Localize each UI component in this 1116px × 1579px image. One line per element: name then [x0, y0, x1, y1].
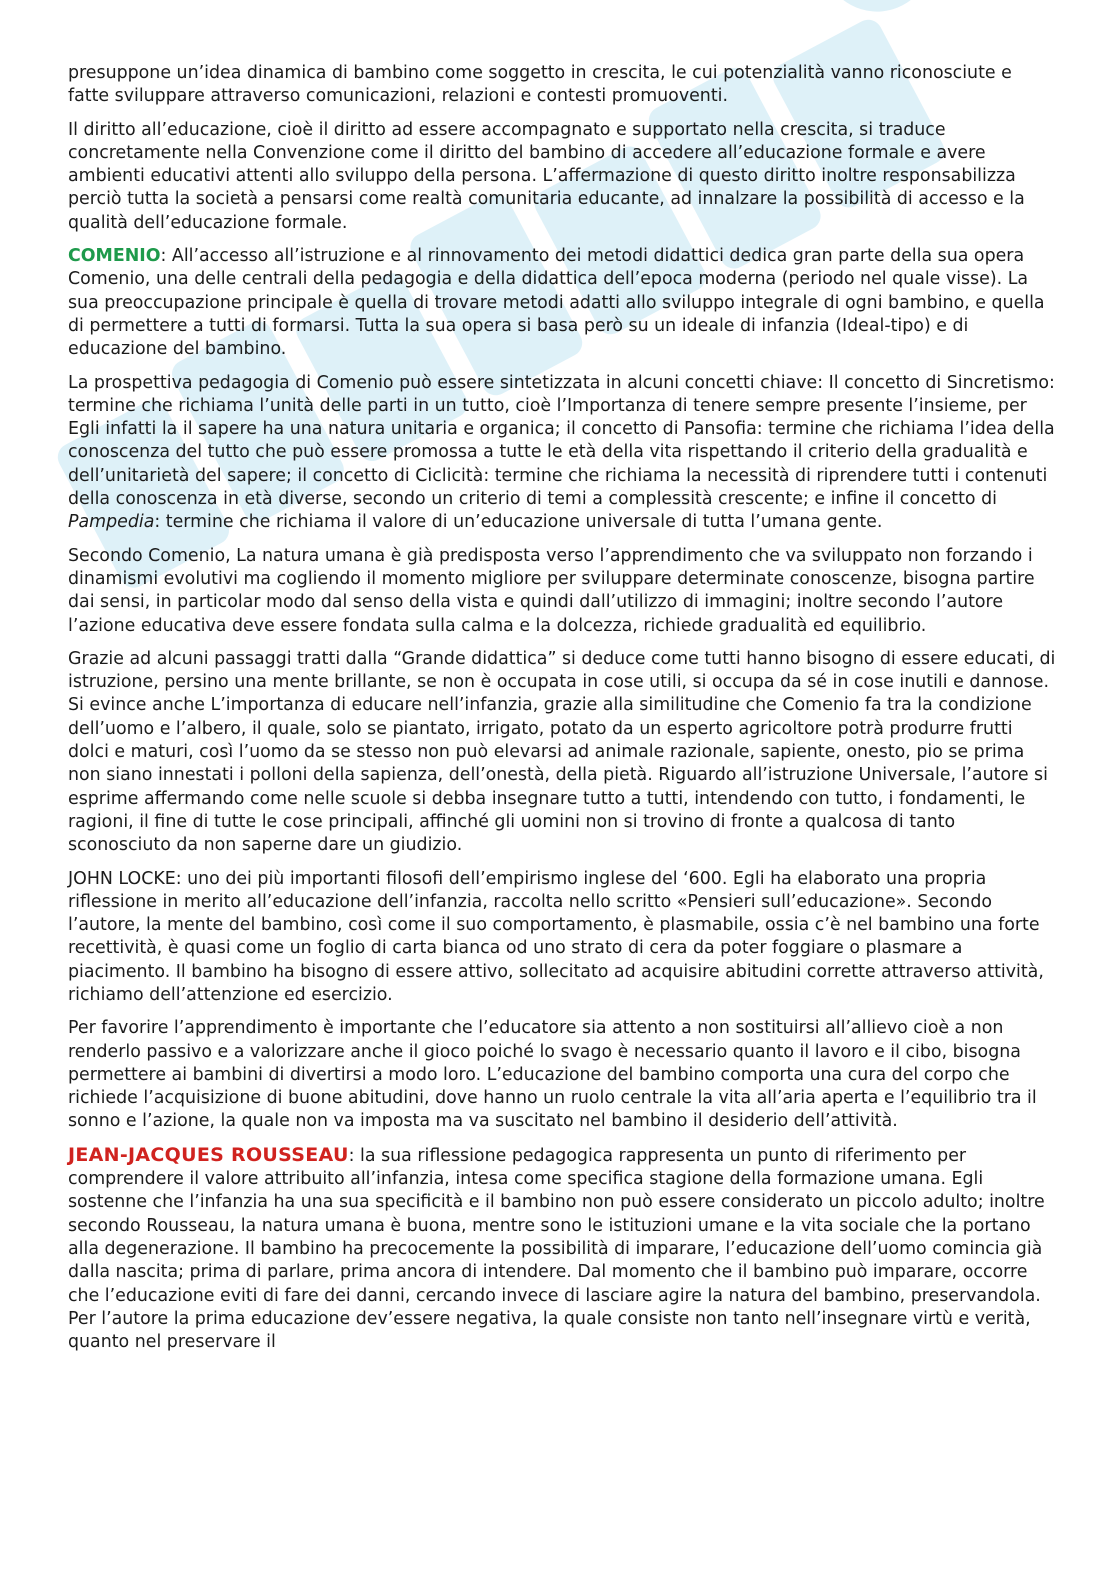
- paragraph-4: [68, 372, 1058, 535]
- paragraph-locke: JOHN LOCKE: uno dei più importanti filosofi dell’empirismo inglese del ‘600. Egli ha elaborato una propria riflessione in merito all’educazione dell’infanzia, raccolta nello scritto «Pensieri sull’educazione». Secondo l’autore, la mente del bambino, così come il suo comportamento, è plasmabile, ossia c’è nel bambino una forte recettività, è quasi come un foglio di carta bianca od uno strato di cera da poter foggiare o plasmare a piacimento. Il bambino ha bisogno di essere attivo, sollecitato ad acquisire abitudini corrette attraverso attività, richiamo dell’attenzione ed esercizio.: [68, 868, 1044, 1005]
- rousseau-text: : la sua riflessione pedagogica rappresenta un punto di riferimento per comprendere il valore attribuito all’infanzia, intesa come specifica stagione della formazione umana. Egli sostenne che l’infanzia ha una sua specificità e il bambino non può essere considerato un piccolo adulto; inoltre secondo Rousseau, la natura umana è buona, mentre sono le istituzioni umane e la vita sociale che la portano alla degenerazione. Il bambino ha precocemente la possibilità di imparare, l’educazione dell’uomo comincia già dalla nascita; prima di parlare, prima ancora di intendere. Dal momento che il bambino può imparare, occorre che l’educazione eviti di fare dei danni, cercando invece di lasciare agire la natura del bambino, preservandola. Per l’autore la prima educazione dev’essere negativa, la quale consiste non tanto nell’insegnare virtù e verità, quanto nel preservare il: [68, 1145, 1045, 1353]
- comenio-text: : All’accesso all’istruzione e al rinnovamento dei metodi didattici dedica gran parte della sua opera Comenio, una delle centrali della pedagogia e della didattica dell’epoca moderna (periodo nel quale visse). La sua preoccupazione principale è quella di trovare metodi adatti allo sviluppo integrale di ogni bambino, e quella di permettere a tutti di formarsi. Tutta la sua opera si basa però su un ideale di infanzia (Ideal-tipo) e di educazione del bambino.: [68, 246, 1045, 360]
- paragraph-6: Grazie ad alcuni passaggi tratti dalla “Grande didattica” si deduce come tutti hanno bisogno di essere educati, di istruzione, persino una mente brillante, se non è occupata in cose utili, si occupa da sé in cose inutili e dannose. Si evince anche L’importanza di educare nell’infanzia, grazie alla similitudine che Comenio fa tra la condizione dell’uomo e l’albero, il quale, solo se piantato, irrigato, potato da un esperto agricoltore potrà produrre frutti dolci e maturi, così l’uomo da se stesso non può elevarsi ad animale razionale, sapiente, onesto, pio se prima non siano innestati i polloni della sapienza, dell’onestà, della pietà. Riguardo all’istruzione Universale, l’autore si esprime affermando come nelle scuole si debba insegnare tutto a tutti, intendendo con tutto, i fondamenti, le ragioni, il fine di tutte le cose principali, affinché gli uomini non si trovino di fronte a qualcosa di tanto sconosciuto da non saperne dare un giudizio.: [68, 648, 1056, 856]
- paragraph-4-part-a: La prospettiva pedagogia di Comenio può essere sintetizzata in alcuni concetti chiave: Il concetto di Sincretismo: termine che richiama l’unità delle parti in un tutto, cioè l’Importanza di tenere sempre presente l’insieme, per Egli infatti la il sapere ha una natura unitaria e organica; il concetto di Pansofia: termine che richiama l’idea della conoscenza del tutto che può essere promossa a tutte le età della vita rispettando il criterio della gradualità e dell’unitarietà del sapere; il concetto di Ciclicità: termine che richiama la necessità di riprendere tutti i contenuti della conoscenza in età diverse, secondo un criterio di temi a complessità crescente; e infine il concetto di: [68, 372, 1055, 510]
- paragraph-8: Per favorire l’apprendimento è importante che l’educatore sia attento a non sostituirsi all’allievo cioè a non renderlo passivo e a valorizzare anche il gioco poiché lo svago è necessario quanto il lavoro e il cibo, bisogna permettere ai bambini di divertirsi a modo loro. L’educazione del bambino comporta una cura del corpo che richiede l’acquisizione di buone abitudini, dove hanno un ruolo centrale la vita all’aria aperta e l’equilibrio tra il sonno e l’azione, la quale non va imposta ma va suscitato nel bambino il desiderio dell’attività.: [68, 1018, 1037, 1132]
- document-page: [68, 62, 1058, 1364]
- paragraph-5: Secondo Comenio, La natura umana è già predisposta verso l’apprendimento che va sviluppato non forzando i dinamismi evolutivi ma cogliendo il momento migliore per sviluppare determinate conoscenze, bisogna partire dai sensi, in particolar modo dal senso della vista e quindi dall’utilizzo di immagini; inoltre secondo l’autore l’azione educativa deve essere fondata sulla calma e la dolcezza, richiede gradualità ed equilibrio.: [68, 545, 1035, 636]
- paragraph-comenio: [68, 245, 1058, 361]
- rousseau-heading: JEAN-JACQUES ROUSSEAU: [68, 1143, 349, 1166]
- comenio-heading: COMENIO: [68, 246, 161, 267]
- paragraph-1: presuppone un’idea dinamica di bambino come soggetto in crescita, le cui potenzialità vanno riconosciute e fatte sviluppare attraverso comunicazioni, relazioni e contesti promuoventi.: [68, 63, 1012, 107]
- paragraph-4-part-b: : termine che richiama il valore di un’educazione universale di tutta l’umana gente.: [154, 512, 883, 533]
- paragraph-rousseau: [68, 1144, 1058, 1355]
- paragraph-2: Il diritto all’educazione, cioè il diritto ad essere accompagnato e supportato nella crescita, si traduce concretamente nella Convenzione come il diritto del bambino di accedere all’educazione formale e avere ambienti educativi attenti allo sviluppo della persona. L’affermazione di questo diritto inoltre responsabilizza perciò tutta la società a pensarsi come realtà comunitaria educante, ad innalzare la possibilità di accesso e la qualità dell’educazione formale.: [68, 119, 1025, 233]
- pampedia-term: Pampedia: [68, 512, 155, 533]
